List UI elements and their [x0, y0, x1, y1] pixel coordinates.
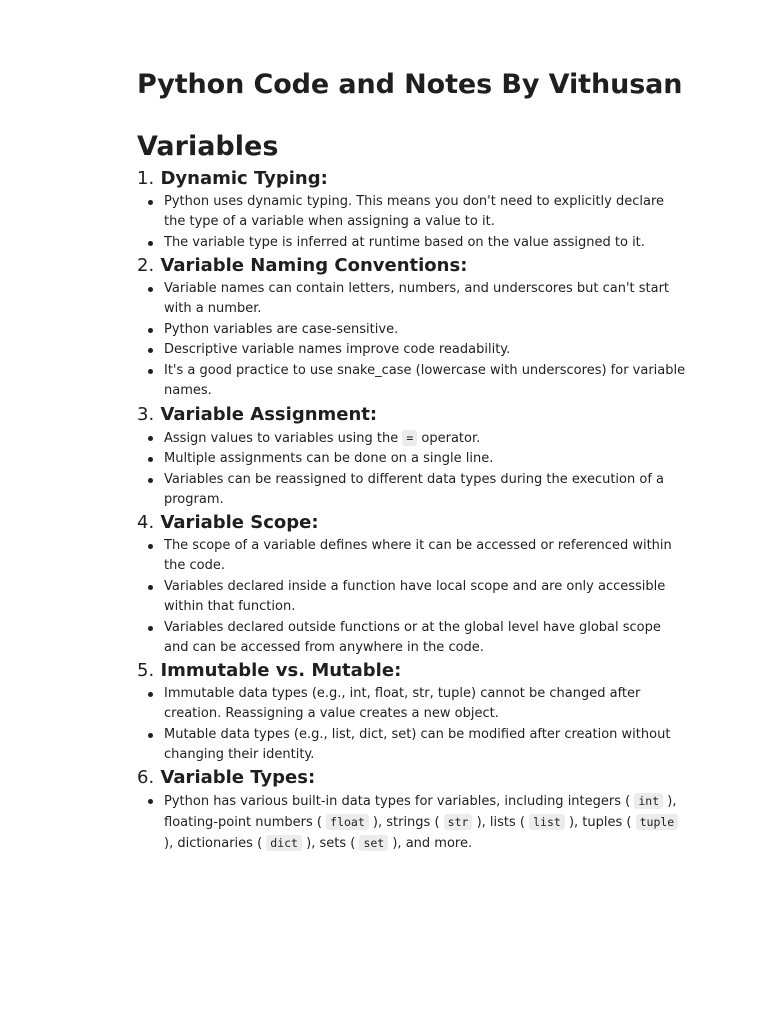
- list-item-text: ), tuples (: [564, 815, 636, 831]
- heading-number: 4.: [137, 512, 155, 534]
- list-dynamic-typing: [137, 192, 688, 253]
- heading-dynamic-typing: [137, 166, 688, 192]
- heading-variable-scope: [137, 510, 688, 536]
- inline-code: =: [402, 430, 417, 446]
- heading-variable-types: [137, 765, 688, 791]
- list-item: [164, 428, 688, 450]
- heading-text: Immutable vs. Mutable:: [160, 660, 402, 682]
- inline-code: set: [359, 835, 388, 851]
- list-item: Descriptive variable names improve code readability.: [164, 340, 688, 361]
- list-immutable-mutable: [137, 684, 688, 765]
- document-title: Python Code and Notes By Vithusan: [137, 69, 683, 100]
- list-item-text: ), lists (: [472, 815, 530, 831]
- list-item: Variables declared outside functions or at the global level have global scope and can be accessed from anywhere in the code.: [164, 618, 688, 659]
- list-item: Variables can be reassigned to different data types during the execution of a program.: [164, 470, 688, 511]
- section-title-variables: Variables: [137, 131, 279, 162]
- heading-text: Variable Types:: [160, 767, 316, 789]
- list-item-text: Python has various built-in data types for variables, including integers (: [164, 794, 635, 810]
- heading-text: Variable Scope:: [160, 512, 319, 534]
- list-item: [164, 791, 688, 855]
- list-item: Python variables are case-sensitive.: [164, 320, 688, 341]
- list-naming-conventions: [137, 279, 688, 401]
- heading-number: 1.: [137, 168, 155, 189]
- heading-number: 5.: [137, 660, 155, 682]
- list-item: Variable names can contain letters, numbers, and underscores but can't start with a number.: [164, 279, 688, 320]
- list-item: It's a good practice to use snake_case (lowercase with underscores) for variable names.: [164, 361, 688, 402]
- list-item-text: operator.: [417, 430, 481, 446]
- heading-number: 6.: [137, 767, 155, 789]
- heading-immutable-mutable: [137, 658, 688, 684]
- heading-text: Variable Naming Conventions:: [160, 255, 468, 277]
- list-item: Mutable data types (e.g., list, dict, set) can be modified after creation without changing their identity.: [164, 725, 688, 766]
- inline-code: float: [326, 814, 369, 830]
- heading-number: 2.: [137, 255, 155, 277]
- list-item: Python uses dynamic typing. This means you don't need to explicitly declare the type of a variable when assigning a value to it.: [164, 192, 688, 233]
- list-variable-scope: [137, 536, 688, 658]
- inline-code: list: [529, 814, 565, 830]
- list-item-text: ), and more.: [388, 836, 473, 852]
- list-item: The variable type is inferred at runtime based on the value assigned to it.: [164, 233, 688, 254]
- inline-code: int: [634, 793, 663, 809]
- list-variable-assignment: [137, 428, 688, 511]
- list-item: Immutable data types (e.g., int, float, str, tuple) cannot be changed after creation. Reassigning a value creates a new object.: [164, 684, 688, 725]
- list-item: Variables declared inside a function have local scope and are only accessible within that function.: [164, 577, 688, 618]
- list-item-text: Assign values to variables using the: [164, 430, 403, 446]
- heading-naming-conventions: [137, 253, 688, 279]
- inline-code: tuple: [636, 814, 679, 830]
- list-item-text: ), floating-point numbers (: [164, 794, 677, 831]
- heading-text: Variable Assignment:: [160, 403, 378, 425]
- list-item: Multiple assignments can be done on a single line.: [164, 449, 688, 470]
- list-item: The scope of a variable defines where it can be accessed or referenced within the code.: [164, 536, 688, 577]
- heading-variable-assignment: [137, 402, 688, 428]
- list-item-text: ), strings (: [368, 815, 444, 831]
- list-variable-types: [137, 791, 688, 855]
- inline-code: dict: [266, 835, 302, 851]
- heading-number: 3.: [137, 403, 155, 425]
- inline-code: str: [444, 814, 473, 830]
- list-item-text: ), sets (: [301, 836, 360, 852]
- list-item-text: ), dictionaries (: [164, 836, 267, 852]
- heading-text: Dynamic Typing:: [160, 168, 328, 189]
